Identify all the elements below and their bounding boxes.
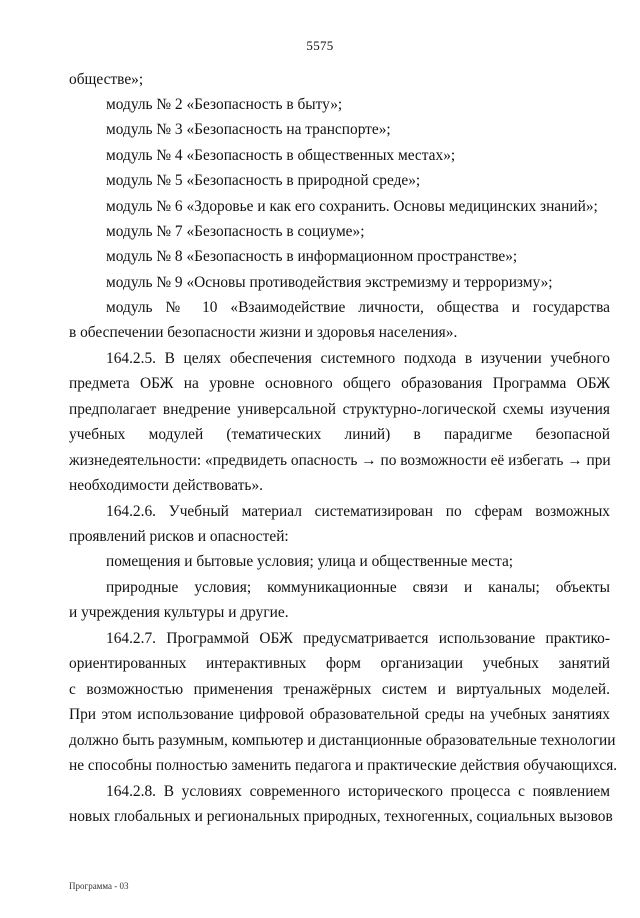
- text-line: 164.2.7. Программой ОБЖ предусматривается использование практико-: [106, 630, 610, 647]
- text-line: 164.2.6. Учебный материал систематизирован по сферам возможных: [106, 503, 610, 520]
- text-line: 164.2.8. В условиях современного исторического процесса с появлением: [106, 783, 610, 800]
- text-line: 164.2.5. В целях обеспечения системного подхода в изучении учебного: [106, 350, 610, 367]
- text-line: ориентированных интерактивных форм организации учебных занятий: [69, 655, 610, 672]
- text-line: с возможностью применения тренажёрных систем и виртуальных моделей.: [69, 681, 610, 698]
- text-line: должно быть разумным, компьютер и дистанционные образовательные технологии: [69, 732, 616, 749]
- text-line: и учреждения культуры и другие.: [69, 604, 289, 621]
- text-line: жизнедеятельности: «предвидеть опасность → по возможности её избегать → при: [69, 452, 611, 469]
- text-line: в обеспечении безопасности жизни и здоровья населения».: [69, 324, 458, 341]
- text-line: обществе»;: [69, 71, 144, 88]
- text-line: модуль № 7 «Безопасность в социуме»;: [106, 223, 365, 240]
- text-line: новых глобальных и региональных природных, техногенных, социальных вызовов: [69, 808, 613, 825]
- text-line: необходимости действовать».: [69, 477, 263, 494]
- page-number: 5575: [306, 38, 334, 53]
- text-line: При этом использование цифровой образовательной среды на учебных занятиях: [69, 706, 610, 723]
- text-line: модуль № 9 «Основы противодействия экстремизму и терроризму»;: [106, 274, 553, 291]
- text-line: модуль № 10 «Взаимодействие личности, общества и государства: [106, 299, 610, 316]
- text-line: модуль № 4 «Безопасность в общественных местах»;: [106, 147, 456, 164]
- text-line: модуль № 8 «Безопасность в информационном пространстве»;: [106, 248, 518, 265]
- text-line: модуль № 5 «Безопасность в природной среде»;: [106, 172, 421, 189]
- text-line: модуль № 2 «Безопасность в быту»;: [106, 96, 343, 113]
- footer-label: Программа - 03: [69, 881, 129, 891]
- text-line: модуль № 3 «Безопасность на транспорте»;: [106, 121, 391, 138]
- text-line: учебных модулей (тематических линий) в парадигме безопасной: [69, 426, 610, 443]
- text-line: помещения и бытовые условия; улица и общественные места;: [106, 553, 514, 570]
- text-line: модуль № 6 «Здоровье и как его сохранить. Основы медицинских знаний»;: [106, 198, 598, 215]
- text-line: проявлений рисков и опасностей:: [69, 528, 289, 545]
- text-line: не способны полностью заменить педагога и практические действия обучающихся.: [69, 757, 618, 774]
- text-line: природные условия; коммуникационные связи и каналы; объекты: [106, 579, 610, 596]
- text-line: предмета ОБЖ на уровне основного общего образования Программа ОБЖ: [69, 375, 610, 392]
- text-line: предполагает внедрение универсальной структурно-логической схемы изучения: [69, 401, 610, 418]
